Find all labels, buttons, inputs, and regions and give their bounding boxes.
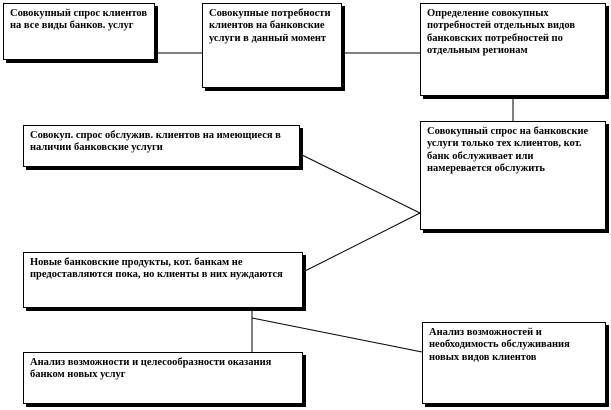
box-total-demand-all-services: Совокупный спрос клиентов на все виды банков. услуг [3,3,155,60]
box-regional-needs-definition: Определение совокупных потребностей отдельных видов банковских потребностей по отдельным регионам [420,3,606,96]
box-new-bank-products: Новые банковские продукты, кот. банкам не предоставляются пока, но клиенты в них нуждаются [23,252,303,308]
box-served-clients-demand: Совокуп. спрос обслужив. клиентов на имеющиеся в наличии банковские услуги [23,125,300,167]
box-current-client-needs: Совокупные потребности клиентов на банковские услуги в данный момент [202,3,342,88]
connector-b7-b8 [252,318,422,352]
box-new-services-analysis: Анализ возможности и целесообразности оказания банком новых услуг [23,352,303,404]
box-new-clients-analysis: Анализ возможностей и необходимость обслуживания новых видов клиентов [422,322,606,404]
connector-b4-b5 [300,154,420,213]
connector-b6-b5 [303,213,420,272]
box-target-clients-demand: Совокупный спрос на банковские услуги только тех клиентов, кот. банк обслуживает или намеревается обслужить [420,121,606,230]
